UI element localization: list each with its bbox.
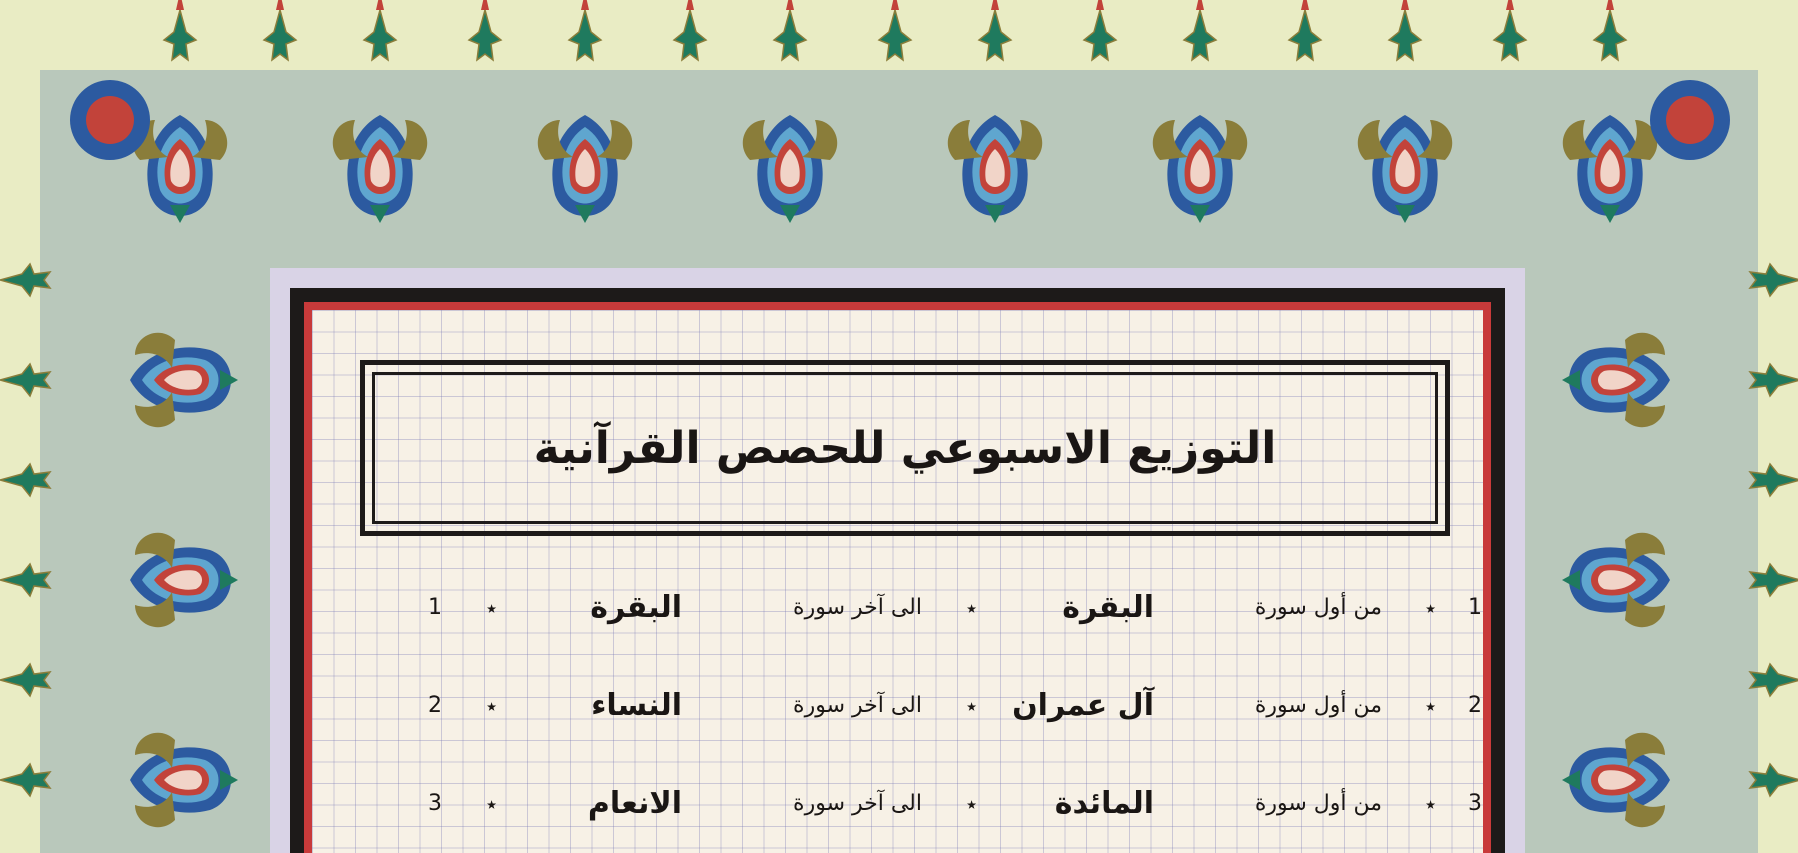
- to-label: الى آخر سورة: [793, 595, 922, 620]
- ornament-mark: ٭: [486, 694, 497, 718]
- to-label: الى آخر سورة: [793, 791, 922, 816]
- start-sura: آل عمران: [1012, 688, 1154, 723]
- row-number-end: 1: [428, 595, 442, 620]
- ornament-mark: ٭: [486, 596, 497, 620]
- row-number-end: 3: [428, 791, 442, 816]
- from-label: من أول سورة: [1254, 595, 1382, 620]
- row-number: 2: [1468, 693, 1482, 718]
- to-label: الى آخر سورة: [793, 693, 922, 718]
- end-sura: الانعام: [587, 786, 682, 821]
- title-frame: [360, 360, 1450, 536]
- page-title: التوزيع الاسبوعي للحصص القرآنية: [533, 422, 1277, 474]
- row-number: 1: [1468, 595, 1482, 620]
- from-label: من أول سورة: [1254, 791, 1382, 816]
- start-sura: المائدة: [1054, 786, 1154, 821]
- ornament-mark: ٭: [1425, 792, 1436, 816]
- ornament-mark: ٭: [966, 792, 977, 816]
- grid-paper: [304, 302, 1491, 853]
- text-panel: [290, 288, 1505, 853]
- from-label: من أول سورة: [1254, 693, 1382, 718]
- row-number-end: 2: [428, 693, 442, 718]
- end-sura: النساء: [591, 688, 682, 723]
- list-item: [352, 676, 1482, 736]
- title-frame-inner: [372, 372, 1438, 524]
- list-item: [352, 774, 1482, 834]
- ornament-mark: ٭: [966, 596, 977, 620]
- end-sura: البقرة: [590, 590, 682, 625]
- ornament-mark: ٭: [1425, 694, 1436, 718]
- start-sura: البقرة: [1062, 590, 1154, 625]
- list-item: [352, 578, 1482, 638]
- ornament-mark: ٭: [486, 792, 497, 816]
- ornament-mark: ٭: [1425, 596, 1436, 620]
- row-number: 3: [1468, 791, 1482, 816]
- ornament-mark: ٭: [966, 694, 977, 718]
